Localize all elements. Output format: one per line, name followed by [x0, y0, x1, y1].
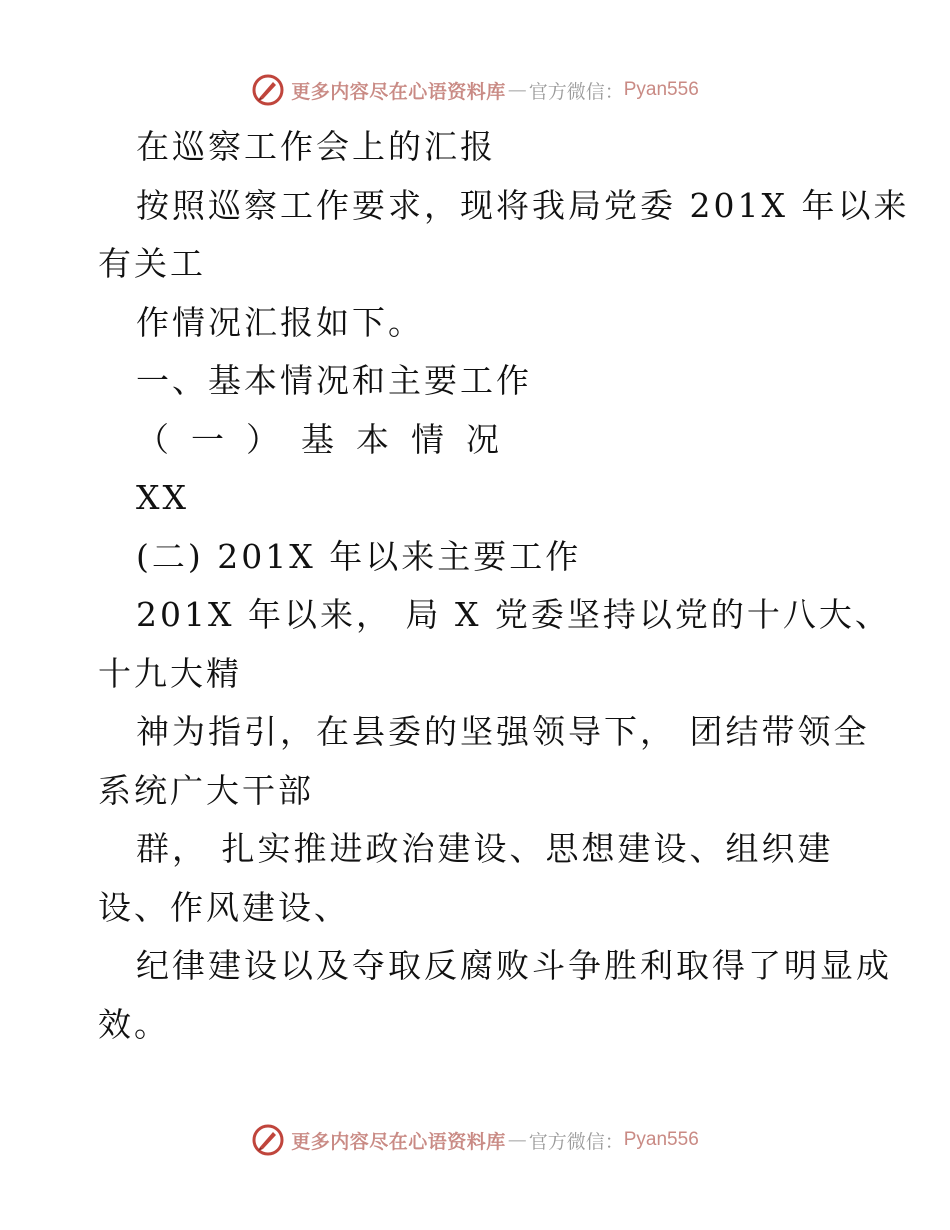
paragraph-line: 作情况汇报如下。 [136, 303, 424, 342]
paragraph-line: 纪律建设以及夺取反腐败斗争胜利取得了明显成 [136, 946, 892, 985]
footer-watermark [0, 1118, 950, 1162]
subsection-heading: (二) 201X 年以来主要工作 [136, 537, 582, 576]
watermark-wechat-label: 官方微信： [528, 80, 624, 103]
header-watermark [0, 68, 950, 112]
paragraph-line: XX [136, 478, 189, 517]
watermark-text: 更多内容尽在心语资料库 [291, 1130, 506, 1153]
document-title: 在巡察工作会上的汇报 [136, 127, 496, 166]
paragraph-line: 十九大精 [98, 654, 242, 693]
paragraph-line: 神为指引，在县委的坚强领导下， 团结带领全 [136, 712, 870, 751]
watermark-wechat-id: Pyan556 [623, 1129, 699, 1150]
watermark-wechat-id: Pyan556 [623, 79, 699, 100]
subsection-heading: （一）基本情况 [136, 420, 521, 459]
watermark-text: 更多内容尽在心语资料库 [291, 80, 506, 103]
watermark-dash: — [507, 1129, 527, 1151]
watermark-dash: — [507, 79, 527, 101]
watermark-wechat-label: 官方微信： [528, 1130, 624, 1153]
paragraph-line: 有关工 [98, 244, 206, 283]
pen-logo-icon [251, 1123, 285, 1157]
paragraph-line: 201X 年以来， 局 X 党委坚持以党的十八大、 [136, 595, 891, 634]
paragraph-line: 设、作风建设、 [98, 888, 350, 927]
paragraph-line: 按照巡察工作要求，现将我局党委 201X 年以来 [136, 186, 910, 225]
paragraph-line: 效。 [98, 1005, 170, 1044]
paragraph-line: 系统广大干部 [98, 771, 314, 810]
paragraph-line: 群， 扎实推进政治建设、思想建设、组织建 [136, 829, 834, 868]
pen-logo-icon [251, 73, 285, 107]
section-heading: 一、基本情况和主要工作 [136, 361, 532, 400]
